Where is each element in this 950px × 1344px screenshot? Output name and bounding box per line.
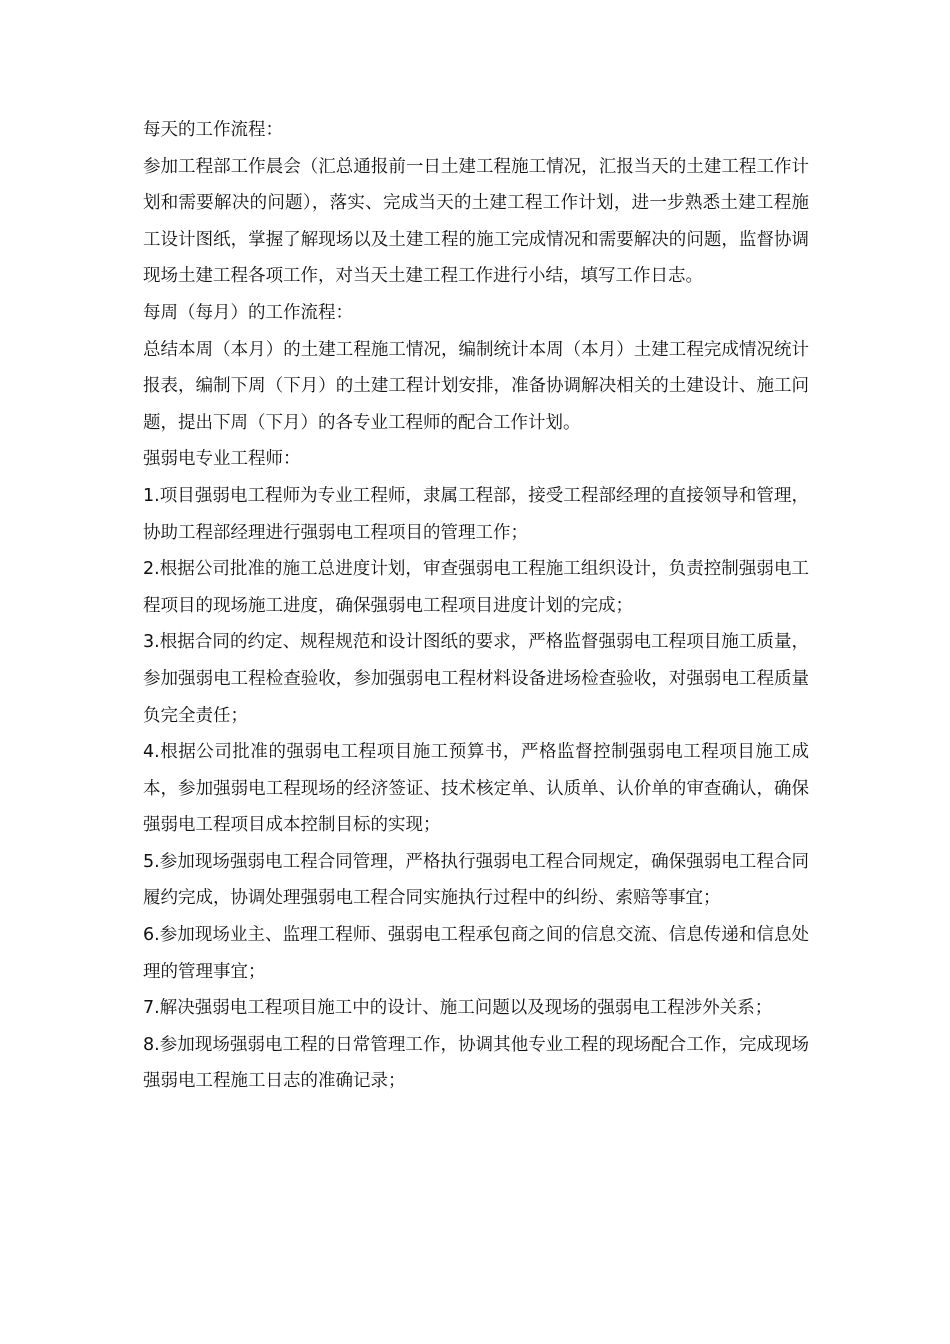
list-item-2: 2.根据公司批准的施工总进度计划，审查强弱电工程施工组织设计，负责控制强弱电工程项目的现场施工进度，确保强弱电工程项目进度计划的完成；	[143, 559, 809, 616]
paragraph-daily-workflow: 参加工程部工作晨会（汇总通报前一日土建工程施工情况，汇报当天的土建工程工作计划和需要解决的问题），落实、完成当天的土建工程工作计划，进一步熟悉土建工程施工设计图纸，掌握了解现场以及土建工程的施工完成情况和需要解决的问题，监督协调现场土建工程各项工作，对当天土建工程工作进行小结，填写工作日志。	[143, 156, 809, 287]
list-item-6: 6.参加现场业主、监理工程师、强弱电工程承包商之间的信息交流、信息传递和信息处理的管理事宜；	[143, 925, 809, 982]
heading-electrical-engineer: 强弱电专业工程师：	[143, 449, 301, 470]
list-item-4: 4.根据公司批准的强弱电工程项目施工预算书，严格监督控制强弱电工程项目施工成本，参加强弱电工程现场的经济签证、技术核定单、认质单、认价单的审查确认，确保强弱电工程项目成本控制目标的实现；	[143, 742, 809, 836]
heading-weekly-workflow: 每周（每月）的工作流程：	[143, 302, 353, 323]
list-item-3: 3.根据合同的约定、规程规范和设计图纸的要求，严格监督强弱电工程项目施工质量，参加强弱电工程检查验收，参加强弱电工程材料设备进场检查验收，对强弱电工程质量负完全责任；	[143, 632, 809, 726]
heading-daily-workflow: 每天的工作流程：	[143, 120, 283, 140]
document-body	[143, 112, 809, 1100]
list-item-1: 1.项目强弱电工程师为专业工程师，隶属工程部，接受工程部经理的直接领导和管理，协助工程部经理进行强弱电工程项目的管理工作；	[143, 485, 809, 543]
list-item-8: 8.参加现场强弱电工程的日常管理工作，协调其他专业工程的现场配合工作，完成现场强弱电工程施工日志的准确记录；	[143, 1034, 809, 1092]
list-item-5: 5.参加现场强弱电工程合同管理，严格执行强弱电工程合同规定，确保强弱电工程合同履约完成，协调处理强弱电工程合同实施执行过程中的纠纷、索赔等事宜；	[143, 851, 809, 909]
list-item-7: 7.解决强弱电工程项目施工中的设计、施工问题以及现场的强弱电工程涉外关系；	[143, 998, 773, 1019]
paragraph-weekly-workflow: 总结本周（本月）的土建工程施工情况，编制统计本周（本月）土建工程完成情况统计报表，编制下周（下月）的土建工程计划安排，准备协调解决相关的土建设计、施工问题，提出下周（下月）的各专业工程师的配合工作计划。	[143, 339, 809, 433]
